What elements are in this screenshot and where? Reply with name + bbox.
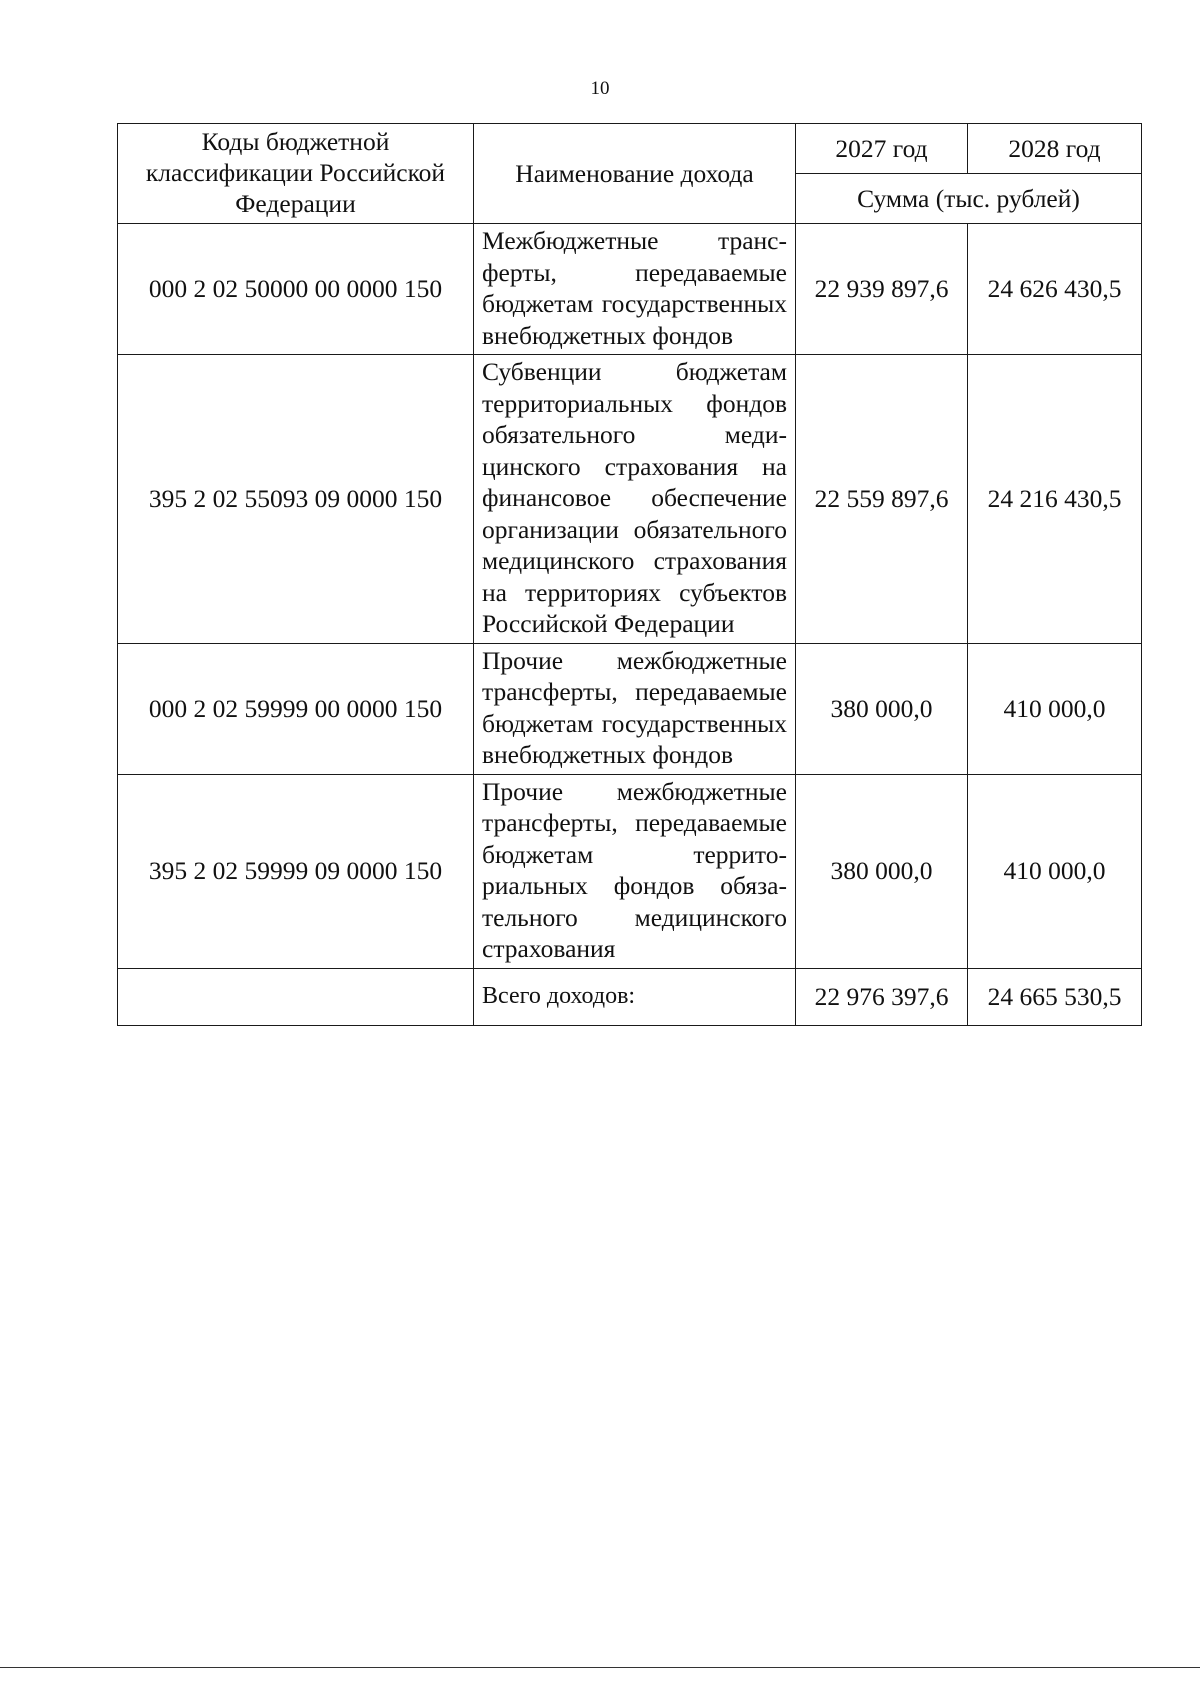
revenue-name: Межбюджетные трансферты, передаваемые бюджетам государственных внебюджетных фондов [474, 224, 796, 355]
total-empty-cell [118, 968, 474, 1025]
revenue-name: Прочие межбюджетные трансферты, передаваемые бюджетам государственных внебюджетных фондов [474, 643, 796, 774]
header-row-years [118, 124, 1142, 174]
budget-code: 395 2 02 55093 09 0000 150 [118, 355, 474, 644]
header-amount-unit: Сумма (тыс. рублей) [796, 174, 1142, 224]
amount-2027: 380 000,0 [796, 643, 968, 774]
amount-2027: 22 559 897,6 [796, 355, 968, 644]
page-number: 10 [590, 78, 610, 99]
amount-2028: 410 000,0 [968, 774, 1142, 968]
total-row [118, 968, 1142, 1025]
revenue-table [117, 123, 1142, 1026]
amount-2028: 24 216 430,5 [968, 355, 1142, 644]
amount-2028: 24 626 430,5 [968, 224, 1142, 355]
amount-2027: 380 000,0 [796, 774, 968, 968]
footer-divider [0, 1667, 1200, 1668]
table-row [118, 774, 1142, 968]
header-code-column: Коды бюджетной классификации Российской Федерации [118, 124, 474, 224]
total-label: Всего доходов: [474, 968, 796, 1025]
table-row [118, 643, 1142, 774]
header-year-2027: 2027 год [796, 124, 968, 174]
revenue-name: Прочие межбюджетные трансферты, передаваемые бюджетам территориальных фондов обязательного медицинского страхования [474, 774, 796, 968]
table-row [118, 355, 1142, 644]
header-name-column: Наименование дохода [474, 124, 796, 224]
header-year-2028: 2028 год [968, 124, 1142, 174]
revenue-name: Субвенции бюджетам территориальных фондов обязательного медицинского страхования на финансовое обеспечение организации обязательного медицинского страхования на территориях субъектов Российской Федерации [474, 355, 796, 644]
budget-code: 000 2 02 50000 00 0000 150 [118, 224, 474, 355]
amount-2027: 22 939 897,6 [796, 224, 968, 355]
budget-code: 000 2 02 59999 00 0000 150 [118, 643, 474, 774]
table-row [118, 224, 1142, 355]
total-2027: 22 976 397,6 [796, 968, 968, 1025]
amount-2028: 410 000,0 [968, 643, 1142, 774]
total-2028: 24 665 530,5 [968, 968, 1142, 1025]
budget-code: 395 2 02 59999 09 0000 150 [118, 774, 474, 968]
